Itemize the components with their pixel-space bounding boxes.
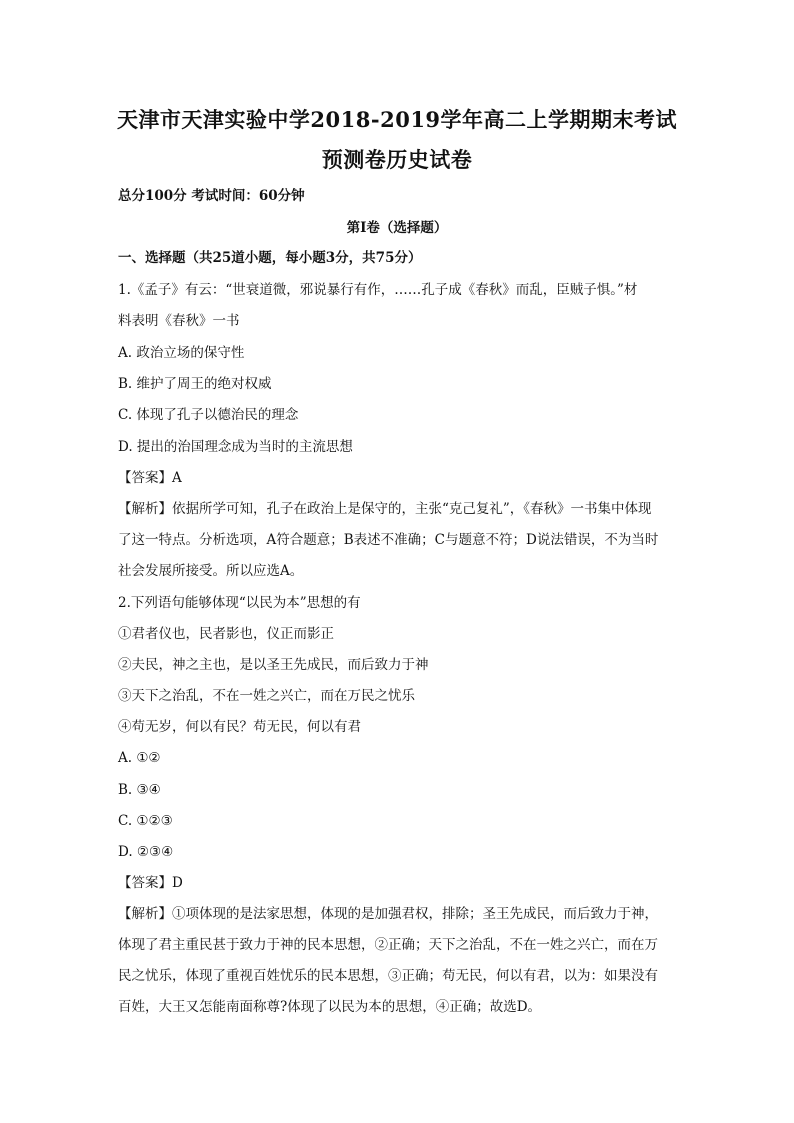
section-heading: 一、选择题（共25道小题，每小题3分，共75分） [118,250,422,266]
exam-title-line2: 预测卷历史试卷 [321,147,473,172]
q1-option-c: C. 体现了孔子以德治民的理念 [118,407,299,423]
q2-answer: 【答案】D [118,875,183,891]
q2-option-b: B. ③④ [118,782,161,798]
q2-analysis-line1: 【解析】①项体现的是法家思想，体现的是加强君权，排除；圣王先成民，而后致力于神， [118,906,658,922]
q2-statement-4: ④苟无岁，何以有民？苟无民，何以有君 [118,719,361,735]
q2-option-c: C. ①②③ [118,813,173,829]
q1-analysis-line1: 【解析】依据所学可知，孔子在政治上是保守的，主张“克己复礼”，《春秋》一书集中体现 [118,501,652,517]
q2-stem-line1: 2.下列语句能够体现“以民为本”思想的有 [118,595,361,611]
q1-analysis-line2: 了这一特点。分析选项，A符合题意；B表述不准确；C与题意不符；D说法错误，不为当时 [118,532,659,548]
q2-analysis-line2: 体现了君主重民甚于致力于神的民本思想，②正确；天下之治乱，不在一姓之兴亡，而在万 [118,937,658,953]
q1-analysis-line3: 社会发展所接受。所以应选A。 [118,563,304,579]
q2-option-d: D. ②③④ [118,844,174,860]
q2-option-a: A. ①② [118,750,161,766]
q1-option-a: A. 政治立场的保守性 [118,345,245,361]
q1-option-b: B. 维护了周王的绝对权威 [118,376,272,392]
q1-answer: 【答案】A [118,470,182,486]
q1-stem-line2: 料表明《春秋》一书 [118,313,240,329]
exam-title-line1: 天津市天津实验中学2018-2019学年高二上学期期末考试 [116,107,678,132]
q2-analysis-line4: 百姓，大王又怎能南面称尊?体现了以民为本的思想，④正确；故选D。 [118,999,542,1015]
volume-heading: 第Ⅰ卷（选择题） [346,220,448,236]
q2-analysis-line3: 民之忧乐，体现了重视百姓忧乐的民本思想，③正确；苟无民，何以有君，以为：如果没有 [118,968,658,984]
exam-meta: 总分100分 考试时间：60分钟 [118,188,305,204]
q1-option-d: D. 提出的治国理念成为当时的主流思想 [118,439,353,455]
q2-statement-3: ③天下之治乱，不在一姓之兴亡，而在万民之忧乐 [118,688,415,704]
q1-stem-line1: 1.《孟子》有云：“世衰道微，邪说暴行有作，……孔子成《春秋》而乱，臣贼子惧。”材 [118,282,638,298]
q2-statement-1: ①君者仪也，民者影也，仪正而影正 [118,626,334,642]
q2-statement-2: ②夫民，神之主也，是以圣王先成民，而后致力于神 [118,657,429,673]
